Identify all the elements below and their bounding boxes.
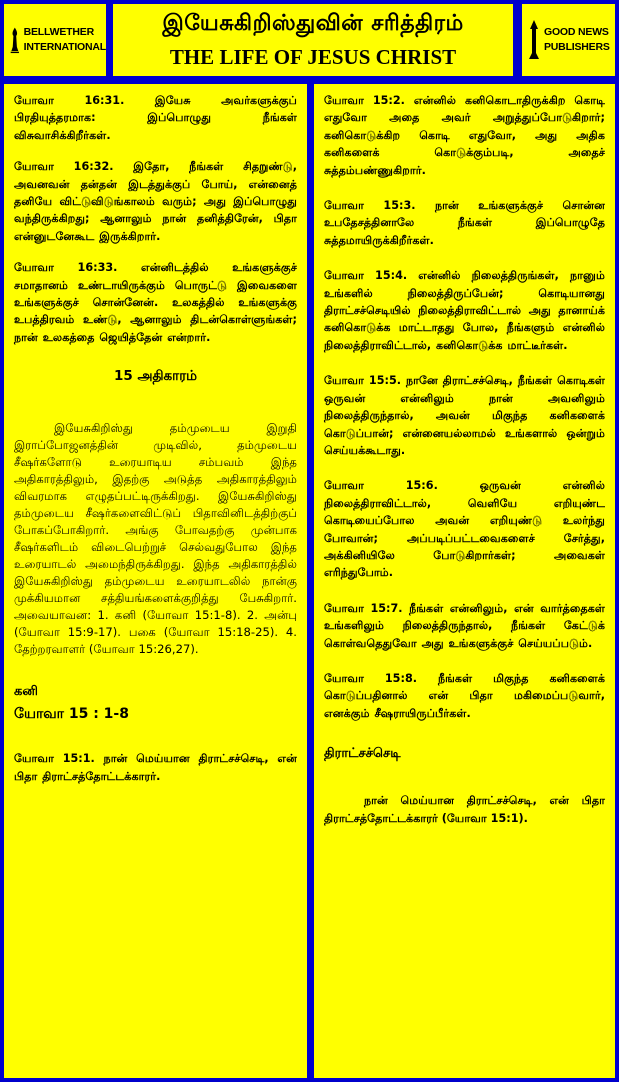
closing-paragraph: நான் மெய்யான திராட்சச்செடி, என் பிதா திராட்சத்தோட்டக்காரர் (யோவா 15:1). [324, 794, 605, 825]
chapter-intro: இயேசுகிறிஸ்து தம்முடைய இறுதி இராப்போஜனத்தின் முடிவில், தம்முடைய சீஷர்களோடு உரையாடிய சம்பவம் இந்த அதிகாரத்திலும், இதற்கு அடுத்த அதிகாரத்திலும் விவரமாக எழுதப்பட்டிருக்கிறது. இயேசுகிறிஸ்து தம்முடைய சீஷர்களைவிட்டுப் பிதாவினிடத்திற்குப் போகப்போகிறார். அங்கு போவதற்கு முன்பாக சீஷர்களிடம் விடைபெற்றுச் செல்வதுபோல இந்த உரையாடல் அமைந்திருக்கிறது. இந்த அதிகாரத்தில் இயேசுகிறிஸ்து தம்முடைய உரையாடலில் நான்கு முக்கியமான சத்தியங்களைக்குறித்து பேசுகிறார். அவையாவன: 1. கனி (யோவா 15:1-8). 2. அன்பு (யோவா 15:9-17). பகை (யோவா 15:18-25). 4. தேற்றரவாளர் (யோவா 15:26,27). [14, 421, 297, 657]
title-block [113, 4, 513, 76]
verse-paragraph: யோவா 15:3. நான் உங்களுக்குச் சொன்ன உபதேசத்தினாலே நீங்கள் இப்பொழுதே சுத்தமாயிருக்கிறீர்கள். [324, 199, 605, 247]
bellwether-logo-text [24, 25, 106, 55]
bellwether-logo-icon [10, 20, 20, 60]
left-column [4, 84, 307, 1078]
verse-paragraph: யோவா 15:6. ஒருவன் என்னில் நிலைத்திராவிட்டால், வெளியே எறியுண்ட கொடியைப்போல அவன் எறியுண்டு உலர்ந்து போவான்; அப்படிப்பட்டவைகளைச் சேர்த்து, அக்கினியிலே போடுகிறார்கள்; அவைகள் எரிந்துபோம். [324, 479, 605, 580]
verse-paragraph: யோவா 15:2. என்னில் கனிகொடாதிருக்கிற கொடி எதுவோ அதை அவர் அறுத்துப்போடுகிறார்; கனிகொடுக்கிற கொடி எதுவோ, அது அதிக கனிகளைக் கொடுக்கும்படி, அதைச் சுத்தம்பண்ணுகிறார். [324, 94, 605, 177]
section-heading: திராட்சச்செடி [324, 746, 401, 762]
verse-paragraph: யோவா 15:4. என்னில் நிலைத்திருங்கள், நானும் உங்களில் நிலைத்திருப்பேன்; கொடியானது திராட்சச்செடியில் நிலைத்திராவிட்டால் அது தானாய்க் கனிகொடுக்க மாட்டாதது போல, நீங்களும் என்னில் நிலைத்திராவிட்டால், கனிகொடுக்க மாட்டீர்கள். [324, 269, 605, 352]
verse-paragraph: யோவா 16:33. என்னிடத்தில் உங்களுக்குச் சமாதானம் உண்டாயிருக்கும் பொருட்டு இவைகளை உங்களுக்குச் சொன்னேன். உலகத்தில் உங்களுக்கு உபத்திரவம் உண்டு, ஆனாலும் திடன்கொள்ளுங்கள்; நான் உலகத்தை ஜெயித்தேன் என்றார். [14, 261, 297, 344]
logo-line-1: GOOD NEWS [544, 25, 609, 38]
verse-paragraph: யோவா 16:31. இயேசு அவர்களுக்குப் பிரதியுத்தரமாக: இப்பொழுது நீங்கள் விசுவாசிக்கிறீர்கள். [14, 94, 297, 142]
chapter-heading: 15 அதிகாரம் [113, 368, 198, 385]
title-tamil: இயேசுகிறிஸ்துவின் சரித்திரம் [162, 11, 464, 36]
logo-line-2: INTERNATIONAL [23, 41, 106, 53]
title-english: THE LIFE OF JESUS CHRIST [169, 45, 457, 69]
good-news-logo-icon [528, 19, 540, 61]
logo-line-1: BELLWETHER [23, 25, 94, 38]
logo-line-2: PUBLISHERS [544, 41, 610, 53]
section-reference: யோவா 15 : 1-8 [14, 706, 129, 723]
verse-paragraph: யோவா 15:7. நீங்கள் என்னிலும், என் வார்த்தைகள் உங்களிலும் நிலைத்திருந்தால், நீங்கள் கேட்டுக் கொள்வதெதுவோ அது உங்களுக்குச் செய்யப்படும். [324, 601, 605, 650]
verse-paragraph: யோவா 16:32. இதோ, நீங்கள் சிதறுண்டு, அவனவன் தன்தன் இடத்துக்குப் போய், என்னைத் தனியே விட்டுவிடுங்காலம் வரும்; அது இப்பொழுது வந்திருக்கிறது; ஆனாலும் நான் தனித்திரேன், பிதா என்னுடனேகூட இருக்கிறார். [14, 160, 297, 243]
verse-paragraph: யோவா 15:1. நான் மெய்யான திராட்சச்செடி, என் பிதா திராட்சத்தோட்டக்காரர். [14, 752, 297, 783]
good-news-logo [522, 4, 615, 76]
section-heading: கனி [14, 684, 38, 700]
bellwether-logo [4, 4, 106, 76]
verse-paragraph: யோவா 15:5. நானே திராட்சச்செடி, நீங்கள் கொடிகள் ஒருவன் என்னிலும் நான் அவனிலும் நிலைத்திருந்தால், அவன் மிகுந்த கனிகளைக் கொடுப்பான்; என்னையல்லாமல் உங்களால் ஒன்றும் செய்யக்கூடாது. [324, 374, 605, 457]
verse-paragraph: யோவா 15:8. நீங்கள் மிகுந்த கனிகளைக் கொடுப்பதினால் என் பிதா மகிமைப்படுவார், எனக்கும் சீஷராயிருப்பீர்கள். [324, 671, 605, 720]
good-news-logo-text [544, 25, 610, 55]
right-column [314, 84, 615, 1078]
